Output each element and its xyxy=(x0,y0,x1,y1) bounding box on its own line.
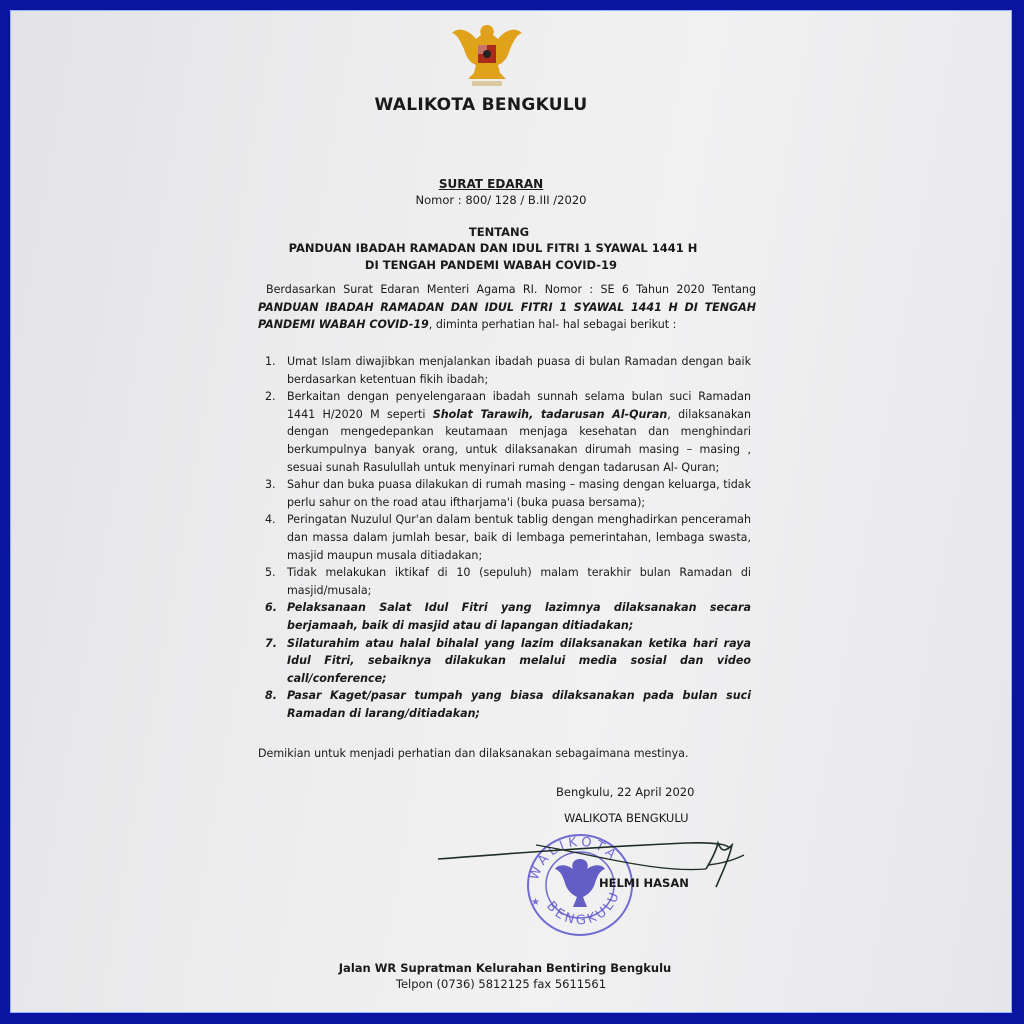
handwritten-signature xyxy=(436,829,746,909)
footer-address: Jalan WR Supratman Kelurahan Bentiring Bengkulu xyxy=(338,961,672,975)
intro-suffix: , diminta perhatian hal- hal sebagai berikut : xyxy=(428,318,677,332)
list-item xyxy=(265,635,751,688)
item-text: Pasar Kaget/pasar tumpah yang biasa dilaksanakan pada bulan suci Ramadan di larang/ditiadakan; xyxy=(287,689,751,720)
intro-paragraph xyxy=(258,281,756,334)
document-number: Nomor : 800/ 128 / B.III /2020 xyxy=(415,193,587,207)
item-text: , dilaksanakan dengan mengedepankan keutamaan menjaga kesehatan dan menghindari berkumpulnya banyak orang, untuk dilaksanakan dirumah masing – masing , sesuai sunah Rasulullah untuk menyinari rumah dengan tadarusan Al- Quran; xyxy=(287,407,752,474)
item-text: Umat Islam diwajibkan menjalankan ibadah puasa di bulan Ramadan dengan baik berdasarkan ketentuan fikih ibadah; xyxy=(287,355,751,386)
subject-line-2: DI TENGAH PANDEMI WABAH COVID-19 xyxy=(364,258,618,272)
letter-page xyxy=(11,11,1011,1012)
item-text: Silaturahim atau halal bihalal yang lazim dilaksanakan ketika hari raya Idul Fitri, sebaiknya dilakukan melalui media sosial dan video call/conference; xyxy=(287,636,751,685)
instruction-list xyxy=(265,353,751,722)
item-text: Peringatan Nuzulul Qur'an dalam bentuk tablig dengan menghadirkan penceramah dan massa dalam jumlah besar, baik di lembaga pemerintahan, lembaga swasta, masjid maupun musala ditiadakan; xyxy=(287,513,751,562)
svg-text:BENGKULU: BENGKULU xyxy=(543,888,624,929)
closing-sentence: Demikian untuk menjadi perhatian dan dilaksanakan sebagaimana mestinya. xyxy=(258,747,689,760)
intro-prefix: Berdasarkan Surat Edaran Menteri Agama RI. Nomor : SE 6 Tahun 2020 Tentang xyxy=(266,283,756,296)
item-number: 3. xyxy=(265,478,276,492)
blue-photo-frame xyxy=(10,10,1012,1013)
about-label: TENTANG xyxy=(468,225,530,239)
organization-title: WALIKOTA BENGKULU xyxy=(374,95,588,115)
signatory-title: WALIKOTA BENGKULU xyxy=(564,811,689,825)
list-item xyxy=(265,388,751,476)
item-number: 2. xyxy=(265,390,276,404)
footer-phone: Telpon (0736) 5812125 fax 5611561 xyxy=(395,977,607,991)
list-item xyxy=(265,511,751,564)
item-number: 4. xyxy=(265,513,276,527)
garuda-emblem-icon xyxy=(448,19,526,91)
item-number: 5. xyxy=(265,566,276,580)
list-item xyxy=(265,599,751,634)
item-emphasis: Sholat Tarawih, tadarusan Al-Quran xyxy=(432,407,668,421)
list-item xyxy=(265,353,751,388)
signatory-name: HELMI HASAN xyxy=(599,876,689,890)
list-item xyxy=(265,687,751,722)
intro-emphasis: PANDUAN IBADAH RAMADAN DAN IDUL FITRI 1 SYAWAL 1441 H DI TENGAH PANDEMI WABAH COVID-19 xyxy=(258,300,756,332)
item-number: 7. xyxy=(265,636,277,650)
item-number: 8. xyxy=(265,689,277,703)
item-text: Sahur dan buka puasa dilakukan di rumah masing – masing dengan keluarga, tidak perlu sahur on the road atau iftharjama'i (buka puasa bersama); xyxy=(287,478,751,509)
document-type-title: SURAT EDARAN xyxy=(438,177,544,191)
svg-text:WALIKOTA: WALIKOTA xyxy=(526,834,622,883)
place-date: Bengkulu, 22 April 2020 xyxy=(556,785,695,799)
svg-text:★: ★ xyxy=(531,897,540,908)
subject-line-1: PANDUAN IBADAH RAMADAN DAN IDUL FITRI 1 SYAWAL 1441 H xyxy=(288,241,698,255)
item-text: Pelaksanaan Salat Idul Fitri yang lazimnya dilaksanakan secara berjamaah, baik di masjid atau di lapangan ditiadakan; xyxy=(287,601,751,632)
item-number: 6. xyxy=(265,601,277,615)
list-item xyxy=(265,476,751,511)
list-item xyxy=(265,564,751,599)
item-text: Berkaitan dengan penyelengaraan ibadah sunnah selama bulan suci Ramadan 1441 H/2020 M seperti xyxy=(287,390,751,421)
item-number: 1. xyxy=(265,355,276,368)
item-text: Tidak melakukan iktikaf di 10 (sepuluh) malam terakhir bulan Ramadan di masjid/musala; xyxy=(287,566,751,597)
